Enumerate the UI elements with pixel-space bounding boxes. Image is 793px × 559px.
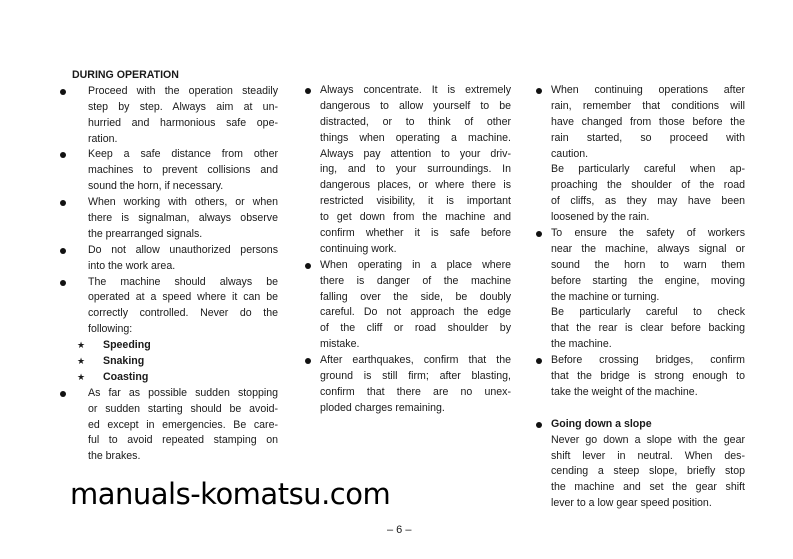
bullet-icon — [536, 422, 542, 428]
text-line: operated at a speed where it can be — [88, 291, 278, 304]
paragraph — [536, 305, 745, 353]
text-line: machines to prevent collisions and — [88, 164, 278, 177]
bullet-icon — [60, 391, 66, 397]
star-icon: ★ — [77, 356, 86, 367]
bullet-icon — [305, 88, 311, 94]
bullet-icon — [305, 263, 311, 269]
text-line: After earthquakes, confirm that the — [320, 354, 511, 367]
text-line: Snaking — [103, 355, 145, 368]
text-line: Be particularly careful when ap- — [551, 163, 745, 176]
text-line: the prearranged signals. — [88, 227, 203, 240]
text-line: cending a steep slope, briefly stop — [551, 465, 745, 478]
text-line: hurried and harmonious safe ope- — [88, 116, 278, 129]
bullet-item — [536, 353, 745, 401]
text-line: sound the horn, if necessary. — [88, 180, 224, 193]
text-line: Always pay attention to your driv- — [320, 147, 511, 160]
bullet-icon — [60, 248, 66, 254]
text-line: When continuing operations after — [551, 84, 745, 96]
text-line: DURING OPERATION — [72, 69, 179, 81]
bullet-item — [305, 353, 511, 417]
text-line: shift lever in neutral. When des- — [551, 449, 745, 462]
text-line: ration. — [88, 132, 118, 145]
text-line: Keep a safe distance from other — [88, 148, 278, 161]
text-line: that the bridge is strong enough to — [551, 370, 745, 383]
bullet-icon — [60, 152, 66, 158]
star-item — [60, 338, 278, 354]
bullet-icon — [60, 89, 66, 95]
text-line: mistake. — [320, 338, 360, 351]
bullet-item — [60, 386, 278, 465]
text-line: careful. Do not approach the edge — [320, 306, 511, 319]
text-line: of the cliff or road shoulder by — [320, 322, 511, 335]
text-line: there is danger of the machine — [320, 274, 511, 287]
text-line: caution. — [551, 147, 589, 160]
text-line: correctly controlled. Never do the — [88, 307, 278, 320]
text-line: dangerous places, or where there is — [320, 179, 511, 192]
bullet-icon — [60, 280, 66, 286]
bullet-subheading — [536, 417, 745, 433]
text-line: confirm whether it is safe before — [320, 227, 511, 240]
star-icon: ★ — [77, 340, 86, 351]
column-2 — [305, 83, 511, 417]
text-line: Proceed with the operation steadily — [88, 84, 278, 97]
paragraph — [536, 433, 745, 512]
bullet-icon — [536, 88, 542, 94]
text-line: rain, remember that conditions will — [551, 99, 745, 112]
page-number: – 6 – — [387, 524, 412, 536]
watermark: manuals-komatsu.com — [70, 477, 391, 511]
text-line: Speeding — [103, 339, 151, 352]
text-line: Coasting — [103, 370, 149, 383]
bullet-item — [305, 258, 511, 353]
text-line: lever to a low gear speed position. — [551, 497, 712, 510]
text-line: proaching the shoulder of the road — [551, 179, 745, 192]
text-line: ed except in emergencies. Be care- — [88, 418, 278, 431]
text-line: that the rear is clear before backing — [551, 322, 745, 335]
text-line: the machine. — [551, 338, 612, 351]
text-line: continuing work. — [320, 242, 397, 255]
star-item — [60, 370, 278, 386]
text-line: To ensure the safety of workers — [551, 227, 745, 240]
bullet-item — [536, 83, 745, 162]
text-line: ful to avoid repeated stamping on — [88, 434, 278, 447]
bullet-item — [60, 84, 278, 148]
text-line: or sudden starting should be avoid- — [88, 402, 278, 415]
text-line: ground is still firm; after blasting, — [320, 370, 511, 383]
text-line: rain started, so proceed with — [551, 131, 745, 144]
text-line: dangerous to allow yourself to be — [320, 99, 511, 112]
section-heading — [60, 68, 278, 84]
text-line: step by step. Always aim at un- — [88, 100, 278, 113]
text-line: falling over the side, be doubly — [320, 290, 511, 303]
column-1 — [60, 68, 278, 465]
bullet-icon — [60, 200, 66, 206]
column-3 — [536, 83, 745, 512]
bullet-item — [60, 243, 278, 275]
text-line: Going down a slope — [551, 417, 652, 430]
bullet-item — [60, 147, 278, 195]
text-line: the brakes. — [88, 450, 141, 463]
text-line: Do not allow unauthorized persons — [88, 243, 278, 256]
text-line: there is signalman, always observe — [88, 212, 278, 225]
text-line: things when operating a machine. — [320, 131, 511, 144]
text-line: The machine should always be — [88, 275, 278, 288]
text-line: sound the horn to warn them — [551, 258, 745, 271]
text-line: following: — [88, 323, 133, 336]
bullet-icon — [536, 231, 542, 237]
bullet-icon — [536, 358, 542, 364]
text-line: When operating in a place where — [320, 258, 511, 271]
bullet-item — [305, 83, 511, 258]
bullet-item — [536, 226, 745, 305]
text-line: Before crossing bridges, confirm — [551, 354, 745, 367]
bullet-item — [60, 275, 278, 339]
text-line: Always concentrate. It is extremely — [320, 84, 511, 96]
text-line: near the machine, always signal or — [551, 242, 745, 255]
text-line: distracted, or to think of other — [320, 115, 511, 128]
text-line: loosened by the rain. — [551, 211, 650, 224]
spacer — [536, 401, 745, 417]
text-line: restricted visibility, it is important — [320, 195, 511, 208]
star-item — [60, 354, 278, 370]
text-line: As far as possible sudden stopping — [88, 386, 278, 399]
bullet-icon — [305, 358, 311, 364]
star-icon: ★ — [77, 371, 86, 382]
text-line: When working with others, or when — [88, 196, 278, 209]
text-line: to get down from the machine and — [320, 211, 511, 224]
paragraph — [536, 162, 745, 226]
text-line: Be particularly careful to check — [551, 306, 745, 319]
text-line: into the work area. — [88, 259, 176, 272]
text-line: have changed from those before the — [551, 115, 745, 128]
text-line: the machine and set the gear shift — [551, 481, 745, 494]
text-line: before starting the engine, moving — [551, 274, 745, 287]
text-line: take the weight of the machine. — [551, 385, 698, 398]
text-line: ing, and to your surroundings. In — [320, 163, 511, 176]
bullet-item — [60, 195, 278, 243]
text-line: Never go down a slope with the gear — [551, 433, 745, 446]
text-line: the machine or turning. — [551, 290, 660, 303]
text-line: of cliffs, as they may have been — [551, 195, 745, 208]
text-line: ploded charges remaining. — [320, 401, 445, 414]
text-line: confirm that there are no unex- — [320, 385, 511, 398]
